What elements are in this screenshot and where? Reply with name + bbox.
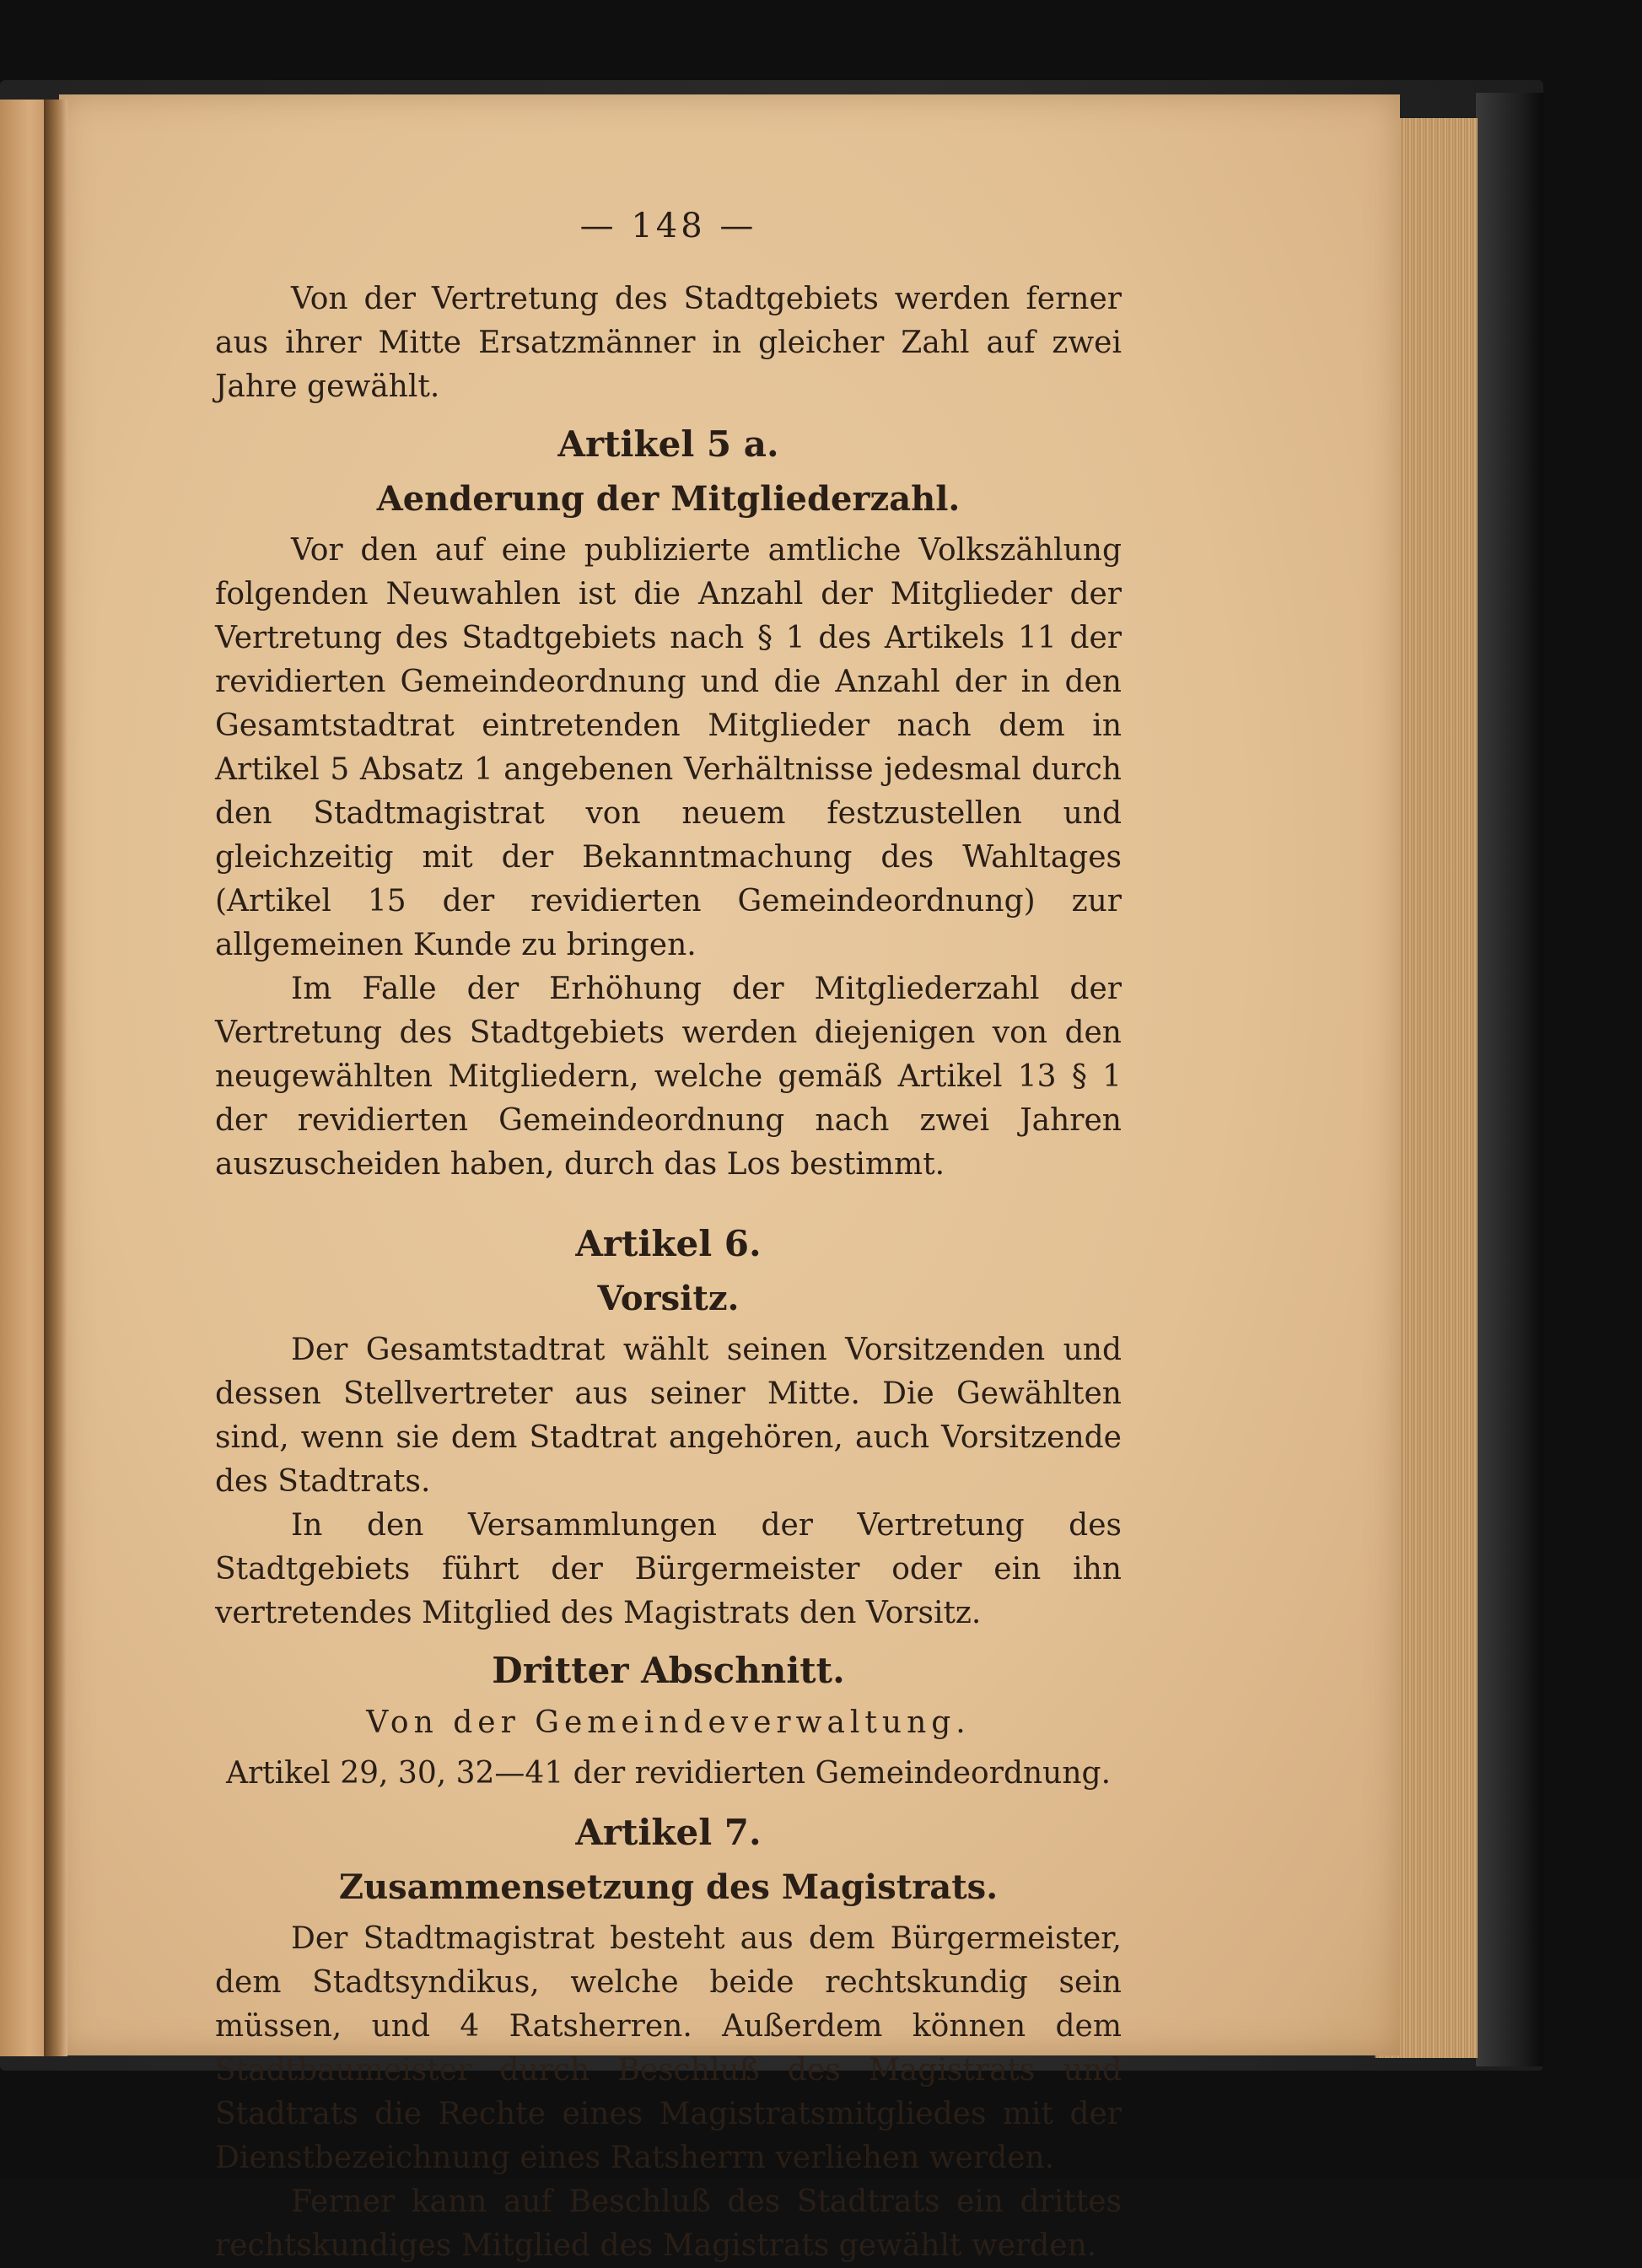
page-number: — 148 — [579,207,757,245]
facing-page-edge [0,100,51,2056]
page-text [215,207,1122,2268]
article-subheading: Vorsitz. [597,1279,740,1318]
paragraph: Von der Vertretung des Stadtgebiets werden ferner aus ihrer Mitte Ersatzmänner in gleicher Zahl auf zwei Jahre gewählt. [215,282,1122,404]
page-gutter [44,100,67,2056]
paragraph: Ferner kann auf Beschluß des Stadtrats ein drittes rechtskundiges Mitglied des Magistrats gewählt werden. [215,2184,1122,2263]
spacer [215,1187,1122,1209]
reference-line: Artikel 29, 30, 32—41 der revidierten Gemeindeordnung. [225,1756,1112,1791]
paragraph: Im Falle der Erhöhung der Mitgliederzahl der Vertretung des Stadtgebiets werden diejenigen von den neugewählten Mitgliedern, welche gemäß Artikel 13 § 1 der revidierten Gemeindeordnung nach zwei Jahren auszuscheiden haben, durch das Los bestimmt. [215,972,1122,1182]
article-subheading: Aenderung der Mitgliederzahl. [376,479,961,519]
paragraph: Der Gesamtstadtrat wählt seinen Vorsitzenden und dessen Stellvertreter aus seiner Mitte. Die Gewählten sind, wenn sie dem Stadtrat angehören, auch Vorsitzende des Stadtrats. [215,1333,1122,1499]
section-heading: Dritter Abschnitt. [492,1650,845,1691]
paragraph: In den Versammlungen der Vertretung des Stadtgebiets führt der Bürgermeister oder ein ihn vertretendes Mitglied des Magistrats den Vorsitz. [215,1508,1122,1630]
paragraph: Der Stadtmagistrat besteht aus dem Bürgermeister, dem Stadtsyndikus, welche beide rechtskundig sein müssen, und 4 Ratsherren. Außerdem können dem Stadtbaumeister durch Beschluß des Magistrats und Stadtrats die Rechte eines Magistratsmitgliedes mit der Dienstbezeichnung eines Ratsherrn verliehen werden. [215,1921,1122,2175]
book-spine [1476,93,1543,2066]
article-heading: Artikel 7. [575,1812,762,1853]
article-subheading: Zusammensetzung des Magistrats. [338,1867,999,1907]
article-heading: Artikel 6. [575,1223,762,1264]
section-subtitle: Von der Gemeindeverwaltung. [366,1705,971,1740]
paragraph: Vor den auf eine publizierte amtliche Volkszählung folgenden Neuwahlen ist die Anzahl der Mitglieder der Vertretung des Stadtgebiets nach § 1 des Artikels 11 der revidierten Gemeindeordnung und die Anzahl der in den Gesamtstadtrat eintretenden Mitglieder nach dem in Artikel 5 Absatz 1 angebenen Verhältnisse jedesmal durch den Stadtmagistrat von neuem festzustellen und gleichzeitig mit der Bekanntmachung des Wahltages (Artikel 15 der revidierten Gemeindeordnung) zur allgemeinen Kunde zu bringen. [215,533,1122,962]
article-heading: Artikel 5 a. [557,423,779,465]
